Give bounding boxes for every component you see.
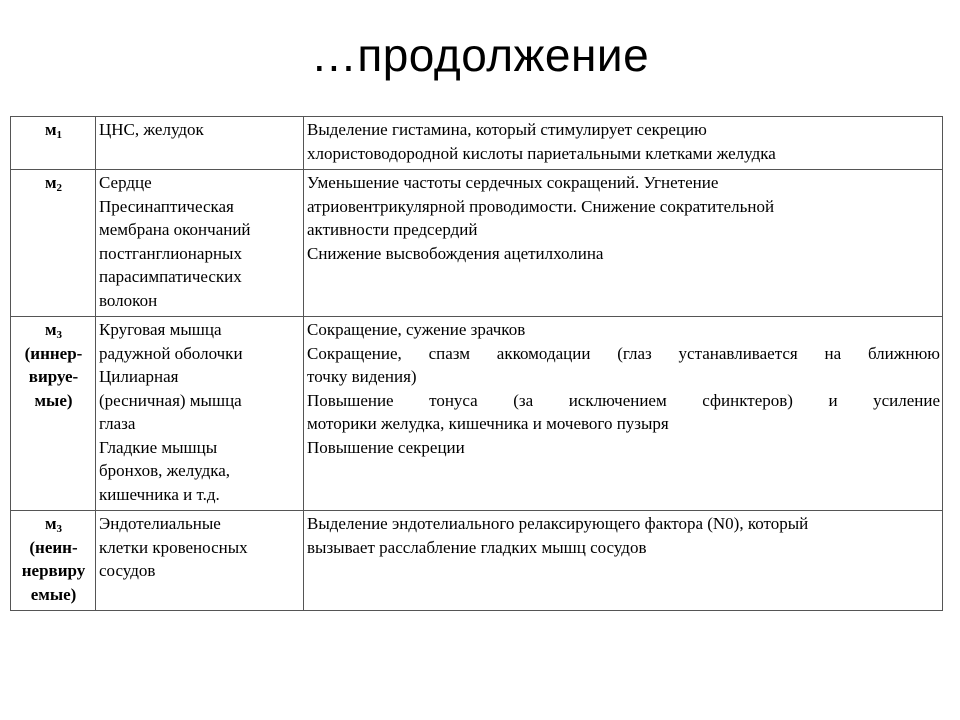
effect-cell bbox=[304, 317, 943, 511]
receptor-label: $м_1$ bbox=[44, 120, 63, 141]
effect-line: Сокращение, сужение зрачков bbox=[307, 320, 526, 339]
receptor-note: мые) bbox=[34, 390, 73, 410]
effect-line: точку видения) bbox=[307, 367, 417, 386]
location-cell bbox=[96, 511, 304, 611]
location-line: Цилиарная bbox=[99, 367, 179, 386]
table-row bbox=[11, 170, 943, 317]
location-line: кишечника и т.д. bbox=[99, 484, 220, 504]
effect-line: Снижение высвобождения ацетилхолина bbox=[307, 243, 604, 263]
table-row bbox=[11, 117, 943, 170]
effect-line: Повышение тонуса (за исключением сфинктеров) и усиление bbox=[307, 390, 940, 410]
location-line: Сердце bbox=[99, 173, 152, 192]
location-line: (ресничная) мышца bbox=[99, 390, 242, 410]
effect-line: активности предсердий bbox=[307, 220, 478, 239]
location-line: Эндотелиальные bbox=[99, 514, 221, 533]
location-line: Пресинаптическая bbox=[99, 196, 234, 216]
location-line: мембрана окончаний bbox=[99, 220, 251, 239]
page-title: …продолжение bbox=[310, 29, 650, 81]
effect-cell bbox=[304, 117, 943, 170]
receptor-note: нервиру bbox=[21, 561, 86, 580]
receptor-cell bbox=[11, 117, 96, 170]
effect-line: Уменьшение частоты сердечных сокращений. Угнетение bbox=[307, 173, 719, 192]
effect-line: Выделение эндотелиального релаксирующего фактора (N0), который bbox=[307, 514, 809, 533]
location-line: парасимпатических bbox=[99, 267, 242, 286]
effect-line: Выделение гистамина, который стимулирует секрецию bbox=[307, 120, 707, 139]
location-line: ЦНС, желудок bbox=[99, 120, 204, 139]
receptor-label: $м_3$ bbox=[44, 514, 63, 535]
effect-line: моторики желудка, кишечника и мочевого пузыря bbox=[307, 414, 669, 433]
receptor-note: (неин- bbox=[29, 537, 78, 557]
receptor-cell bbox=[11, 317, 96, 511]
location-line: Круговая мышца bbox=[99, 320, 222, 339]
effect-line: Сокращение, спазм аккомодации (глаз устанавливается на ближнюю bbox=[307, 343, 940, 363]
location-line: клетки кровеносных bbox=[99, 537, 248, 557]
table-row bbox=[11, 511, 943, 611]
effect-cell bbox=[304, 170, 943, 317]
receptor-note: емые) bbox=[30, 584, 77, 604]
location-cell bbox=[96, 170, 304, 317]
effect-line: вызывает расслабление гладких мышц сосудов bbox=[307, 537, 647, 557]
location-line: Гладкие мышцы bbox=[99, 437, 218, 457]
effect-line: атриовентрикулярной проводимости. Снижение сократительной bbox=[307, 196, 775, 216]
location-line: бронхов, желудка, bbox=[99, 461, 231, 480]
receptor-note: вируе- bbox=[28, 367, 79, 386]
receptor-label: $м_3$ bbox=[44, 320, 63, 341]
receptor-cell bbox=[11, 170, 96, 317]
receptor-label: $м_2$ bbox=[44, 173, 63, 194]
location-line: сосудов bbox=[99, 561, 156, 580]
receptor-note: (иннер- bbox=[24, 343, 83, 363]
effect-line: Повышение секреции bbox=[307, 437, 465, 457]
location-line: постганглионарных bbox=[99, 243, 242, 263]
location-line: глаза bbox=[99, 414, 136, 433]
effect-cell bbox=[304, 511, 943, 611]
location-line: радужной оболочки bbox=[99, 343, 243, 363]
receptor-cell bbox=[11, 511, 96, 611]
location-line: волокон bbox=[99, 290, 158, 310]
effect-line: хлористоводородной кислоты париетальными клетками желудка bbox=[307, 143, 776, 163]
location-cell bbox=[96, 317, 304, 511]
receptor-table bbox=[10, 116, 943, 611]
location-cell bbox=[96, 117, 304, 170]
table-row bbox=[11, 317, 943, 511]
